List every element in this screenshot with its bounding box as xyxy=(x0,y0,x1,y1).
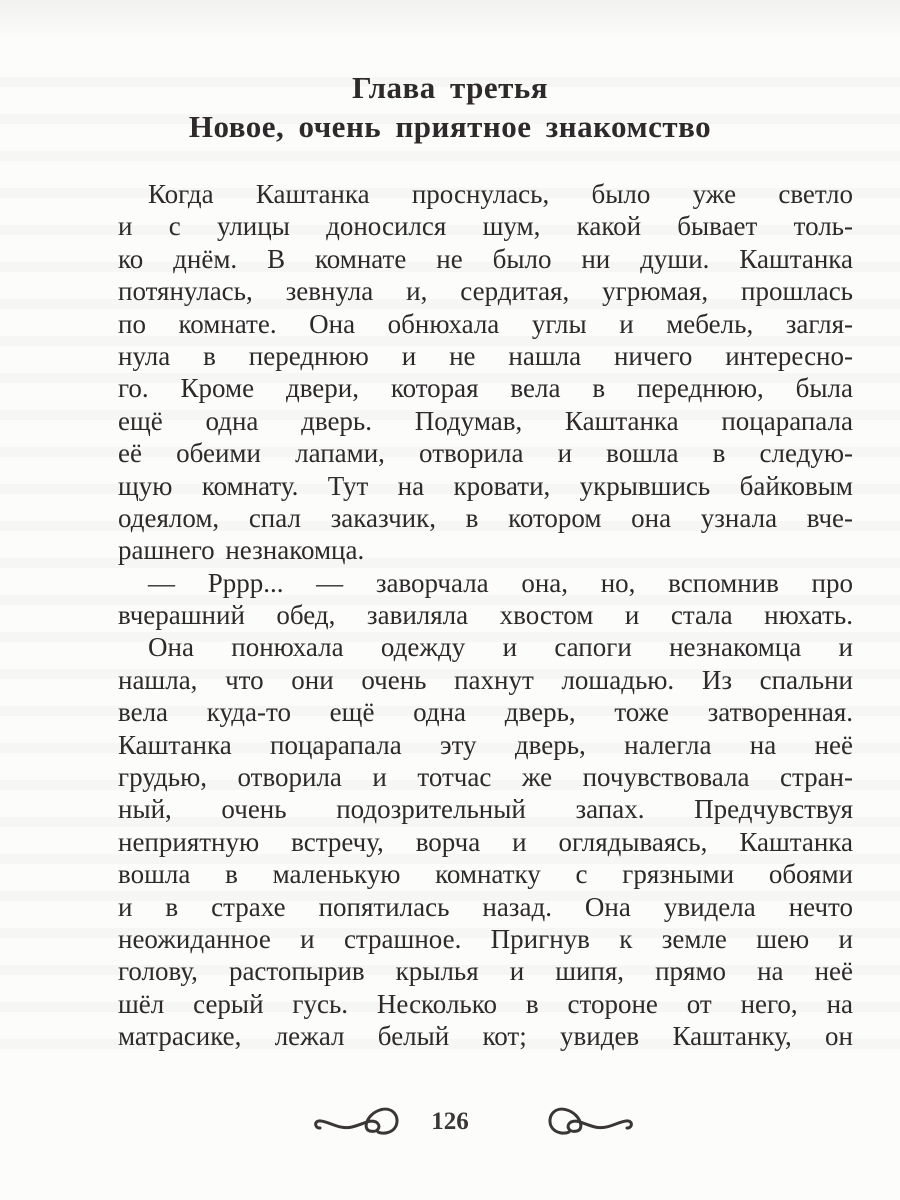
text-line: ещё одна дверь. Подумав, Каштанка поцарапала xyxy=(118,405,853,436)
text-line: Каштанка поцарапала эту дверь, налегла на неё xyxy=(118,729,853,760)
page-number: 126 xyxy=(431,1108,469,1135)
text-line: вчерашний обед, завиляла хвостом и стала нюхать. xyxy=(118,600,853,631)
text-line: потянулась, зевнула и, сердитая, угрюмая, прошлась xyxy=(118,276,853,307)
text-line: вошла в маленькую комнатку с грязными обоями xyxy=(118,859,853,890)
text-line: нашла, что они очень пахнут лошадью. Из спальни xyxy=(118,664,853,695)
text-line: — Рррр... — заворчала она, но, вспомнив про xyxy=(148,567,853,598)
chapter-title-heading: Новое, очень приятное знакомство xyxy=(188,109,712,144)
text-line: неприятную встречу, ворча и оглядываясь, Каштанка xyxy=(118,826,853,857)
text-line: рашнего незнакомца. xyxy=(118,535,365,566)
text-line: нула в переднюю и не нашла ничего интересно- xyxy=(118,340,853,371)
page-top-shadow xyxy=(0,0,900,40)
text-line: голову, растопырив крылья и шипя, прямо на неё xyxy=(118,956,853,987)
text-line: грудью, отворила и тотчас же почувствовала стран- xyxy=(118,762,853,793)
text-line: неожиданное и страшное. Пригнув к земле шею и xyxy=(118,923,853,954)
text-line: Когда Каштанка проснулась, было уже светло xyxy=(148,179,853,209)
text-line: шёл серый гусь. Несколько в стороне от него, на xyxy=(118,988,853,1019)
text-line: ко днём. В комнате не было ни души. Каштанка xyxy=(118,243,853,274)
swirl-ornament-right-icon xyxy=(545,1102,635,1138)
text-line: матрасике, лежал белый кот; увидев Каштанку, он xyxy=(118,1021,853,1052)
text-line: го. Кроме двери, которая вела в переднюю, была xyxy=(118,373,853,404)
text-line: её обеими лапами, отворила и вошла в следую- xyxy=(118,438,853,469)
text-line: ный, очень подозрительный запах. Предчувствуя xyxy=(118,794,853,825)
text-line: и в страхе попятилась назад. Она увидела нечто xyxy=(118,891,853,922)
page-footer xyxy=(0,1098,900,1148)
text-line: щую комнату. Тут на кровати, укрывшись байковым xyxy=(118,470,853,501)
chapter-number-heading: Глава третья xyxy=(351,70,549,105)
body-text xyxy=(118,178,853,1053)
text-line: одеялом, спал заказчик, в котором она узнала вче- xyxy=(118,502,853,533)
text-line: и с улицы доносился шум, какой бывает толь- xyxy=(118,211,853,242)
text-line: по комнате. Она обнюхала углы и мебель, загля- xyxy=(118,308,853,339)
text-line: вела куда-то ещё одна дверь, тоже затворенная. xyxy=(118,697,853,728)
text-line: Она понюхала одежду и сапоги незнакомца и xyxy=(148,632,853,663)
